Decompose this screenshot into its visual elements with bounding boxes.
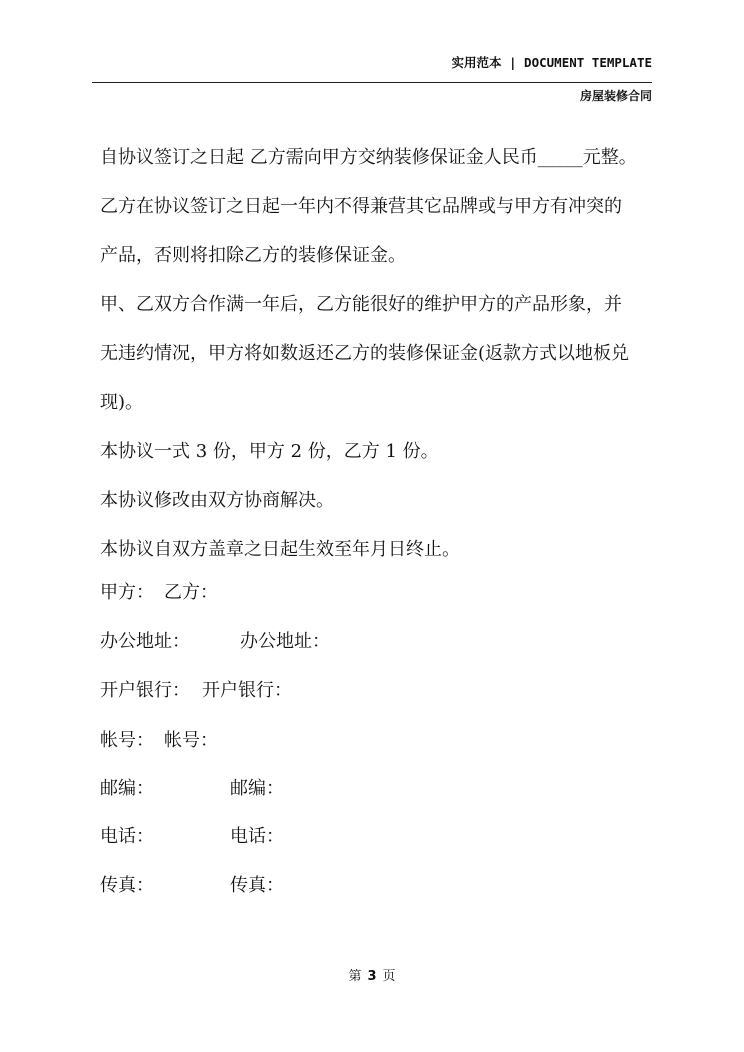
- office-address-line: [100, 630, 330, 654]
- body-line-7: 本协议一式 3 份，甲方 2 份，乙方 1 份。: [100, 441, 439, 462]
- account-b-label: 帐号：: [164, 730, 218, 751]
- document-header-subtitle: 房屋装修合同: [579, 89, 652, 103]
- postcode-line: [100, 777, 284, 801]
- office-address-a-label: 办公地址：: [100, 631, 190, 652]
- header-divider: [92, 82, 652, 83]
- party-a-label: 甲方：: [100, 582, 154, 603]
- page-prefix: 第: [348, 969, 362, 984]
- body-line-6: 现)。: [100, 392, 144, 413]
- party-b-label: 乙方：: [164, 582, 218, 603]
- postcode-a-label: 邮编：: [100, 778, 154, 799]
- fax-b-label: 传真：: [230, 875, 284, 896]
- fax-a-label: 传真：: [100, 875, 154, 896]
- party-line: [100, 581, 218, 605]
- office-address-b-label: 办公地址：: [240, 631, 330, 652]
- phone-line: [100, 825, 284, 849]
- body-line-9: 本协议自双方盖章之日起生效至年月日终止。: [100, 539, 460, 560]
- phone-a-label: 电话：: [100, 826, 154, 847]
- body-line-2: 乙方在协议签订之日起一年内不得兼营其它品牌或与甲方有冲突的: [100, 196, 622, 217]
- page-number-value: 3: [367, 969, 377, 984]
- body-line-1: 自协议签订之日起 乙方需向甲方交纳装修保证金人民币_____元整。: [100, 147, 637, 168]
- bank-a-label: 开户银行：: [100, 680, 190, 701]
- postcode-b-label: 邮编：: [230, 778, 284, 799]
- bank-b-label: 开户银行：: [202, 680, 292, 701]
- body-line-5: 无违约情况，甲方将如数返还乙方的装修保证金(返款方式以地板兑: [100, 343, 630, 364]
- fax-line: [100, 874, 284, 898]
- contract-body: [100, 133, 670, 574]
- account-line: [100, 729, 218, 753]
- phone-b-label: 电话：: [230, 826, 284, 847]
- body-line-8: 本协议修改由双方协商解决。: [100, 490, 334, 511]
- account-a-label: 帐号：: [100, 730, 154, 751]
- body-line-4: 甲、乙双方合作满一年后，乙方能很好的维护甲方的产品形象，并: [100, 294, 622, 315]
- bank-line: [100, 679, 292, 703]
- page-suffix: 页: [382, 969, 396, 984]
- document-header-title: 实用范本 | DOCUMENT TEMPLATE: [451, 55, 652, 70]
- body-line-3: 产品，否则将扣除乙方的装修保证金。: [100, 245, 406, 266]
- page-number: [0, 965, 744, 984]
